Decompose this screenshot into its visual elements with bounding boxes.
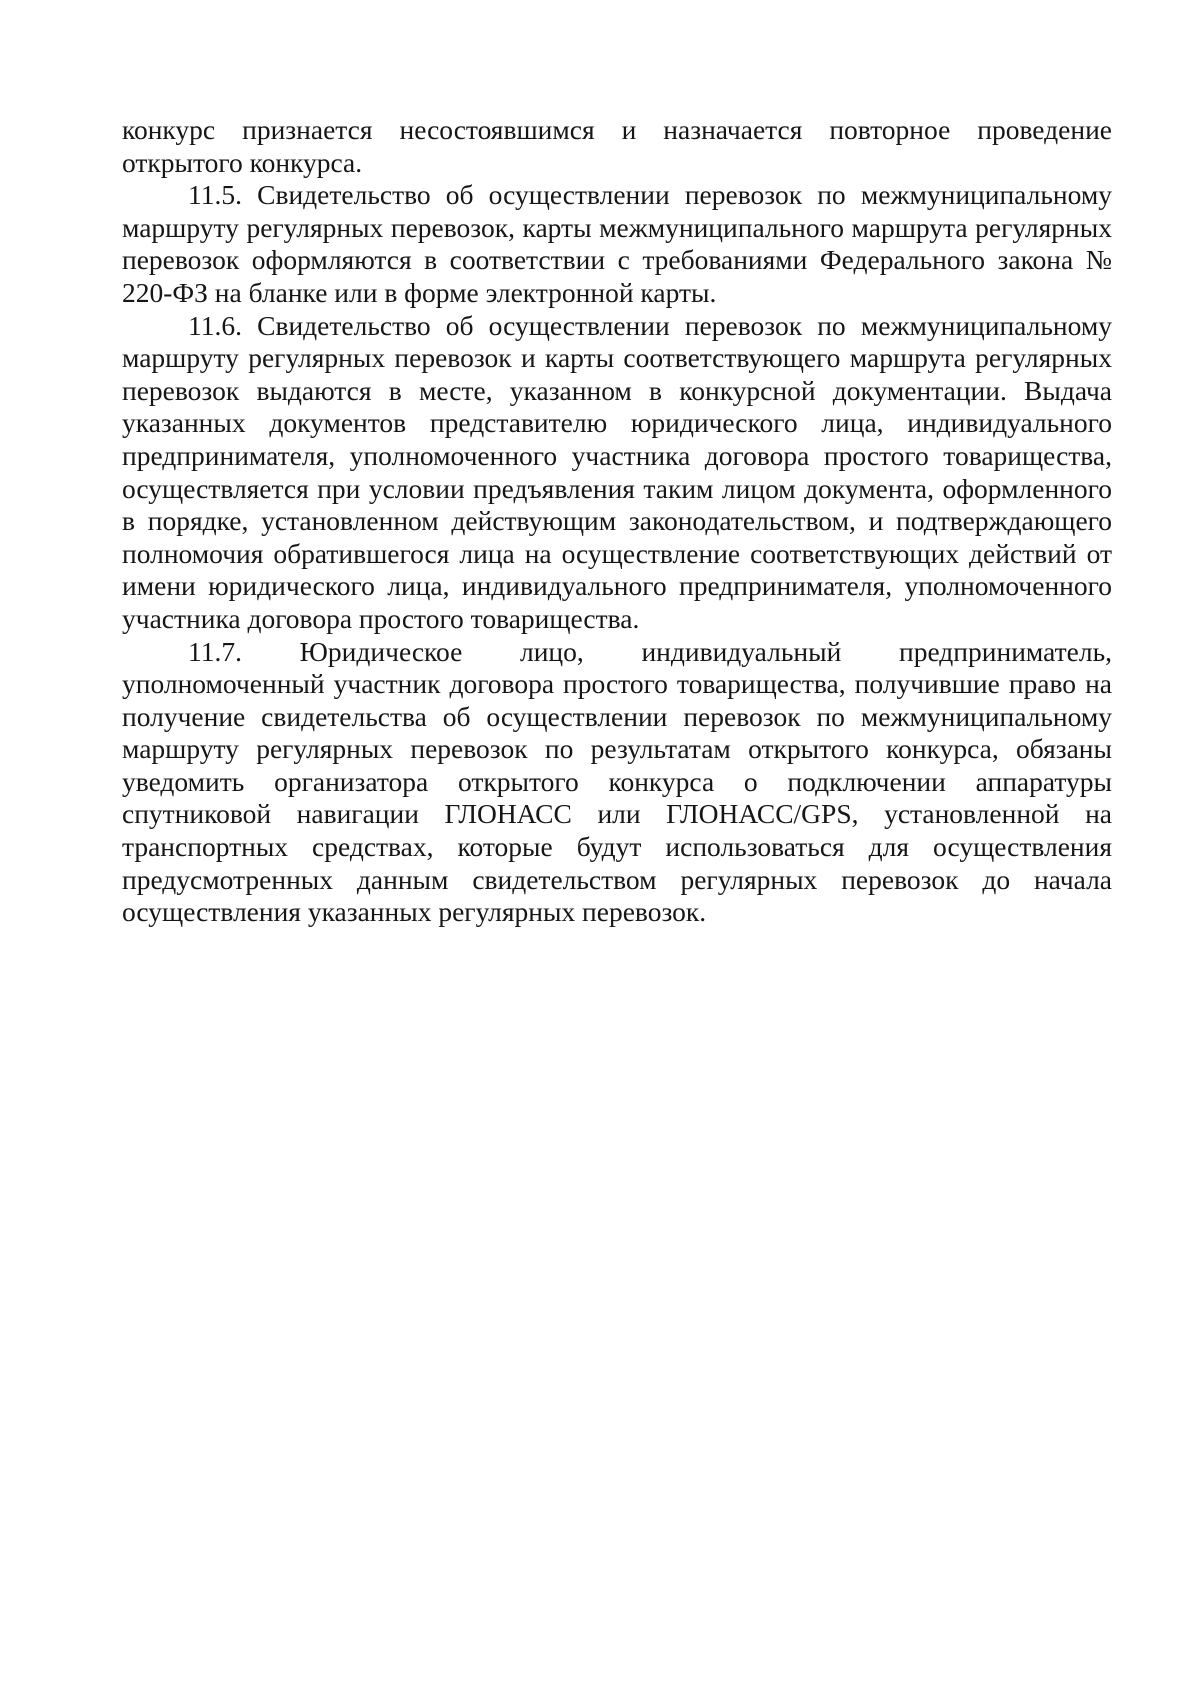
paragraph-11-5: 11.5. Свидетельство об осуществлении перевозок по межмуниципальному маршруту регулярных перевозок, карты межмуниципального маршрута регулярных перевозок оформляются в соответствии с требованиями Федерального закона № 220-ФЗ на бланке или в форме электронной карты. [122,179,1112,308]
paragraph-11-7: 11.7. Юридическое лицо, индивидуальный предприниматель, уполномоченный участник договора простого товарищества, получившие право на получение свидетельства об осуществлении перевозок по межмуниципальному маршруту регулярных перевозок по результатам открытого конкурса, обязаны уведомить организатора открытого конкурса о подключении аппаратуры спутниковой навигации ГЛОНАСС или ГЛОНАСС/GPS, установленной на транспортных средствах, которые будут использоваться для осуществления предусмотренных данным свидетельством регулярных перевозок до начала осуществления указанных регулярных перевозок. [122,635,1112,928]
document-body [122,114,1112,929]
paragraph-continuation: конкурс признается несостоявшимся и назначается повторное проведение открытого конкурса. [122,114,1112,178]
paragraph-11-6: 11.6. Свидетельство об осуществлении перевозок по межмуниципальному маршруту регулярных перевозок и карты соответствующего маршрута регулярных перевозок выдаются в месте, указанном в конкурсной документации. Выдача указанных документов представителю юридического лица, индивидуального предпринимателя, уполномоченного участника договора простого товарищества, осуществляется при условии предъявления таким лицом документа, оформленного в порядке, установленном действующим законодательством, и подтверждающего полномочия обратившегося лица на осуществление соответствующих действий от имени юридического лица, индивидуального предпринимателя, уполномоченного участника договора простого товарищества. [122,309,1112,634]
